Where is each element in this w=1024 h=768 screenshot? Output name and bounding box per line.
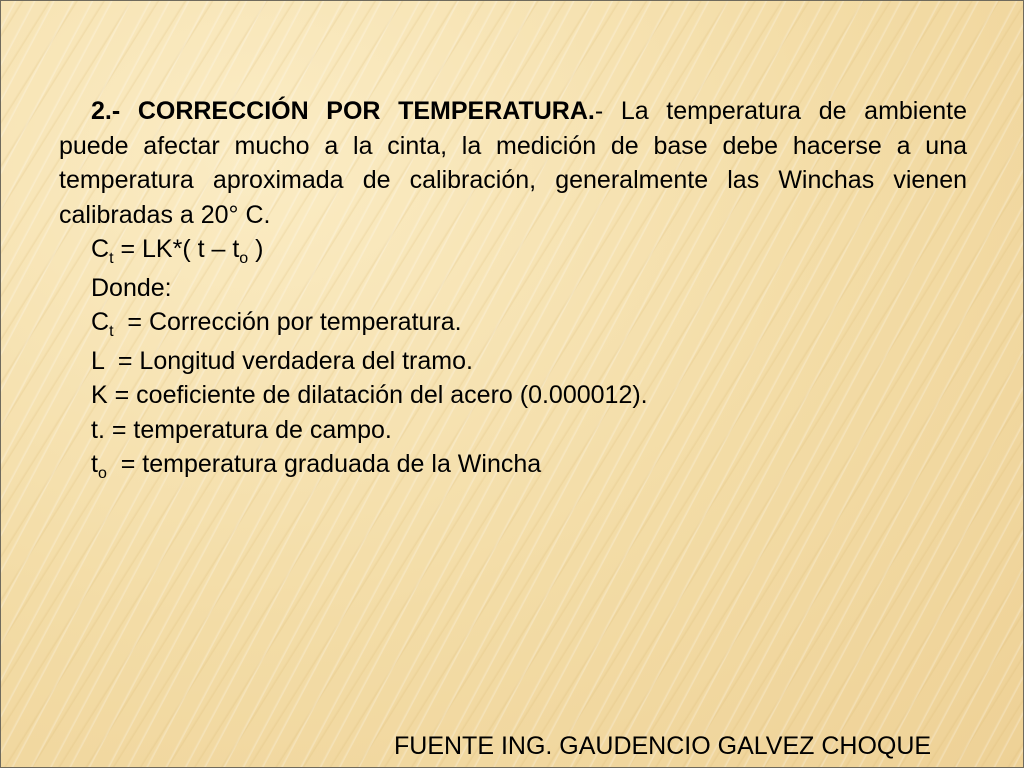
definition-to [59, 447, 967, 486]
definition-k: K = coeficiente de dilatación del acero (0.000012). [91, 381, 648, 409]
formula-middle: = LK*( t – t [113, 235, 240, 263]
formula-line [59, 232, 967, 271]
source-footer: FUENTE ING. GAUDENCIO GALVEZ CHOQUE [394, 732, 932, 760]
formula-c-subscript: t [109, 250, 114, 267]
slide-content [59, 94, 967, 486]
definition-to-text: = temperatura graduada de la Wincha [106, 450, 542, 478]
definition-to-subscript: o [97, 465, 107, 482]
formula-c: C [91, 235, 110, 263]
definition-ct [59, 305, 967, 344]
definition-ct-text: = Corrección por temperatura. [113, 308, 462, 336]
definition-l: L = Longitud verdadera del tramo. [91, 346, 473, 375]
definition-ct-symbol: C [91, 308, 110, 336]
definition-t: t. = temperatura de campo. [91, 415, 392, 444]
definition-to-symbol: t [91, 450, 98, 478]
intro-text: - La temperatura de ambiente puede afectar mucho a la cinta, la medición de base debe hacerse a una temperatura aproximada de calibración, generalmente las Winchas vienen calibradas a 20° C. [59, 97, 968, 229]
formula-end: ) [248, 235, 264, 263]
section-heading: 2.- CORRECCIÓN POR TEMPERATURA. [91, 97, 595, 125]
definition-ct-subscript: t [109, 323, 114, 340]
intro-paragraph [59, 94, 967, 232]
donde-label: Donde: [91, 273, 172, 302]
formula-to-subscript: o [239, 250, 249, 267]
